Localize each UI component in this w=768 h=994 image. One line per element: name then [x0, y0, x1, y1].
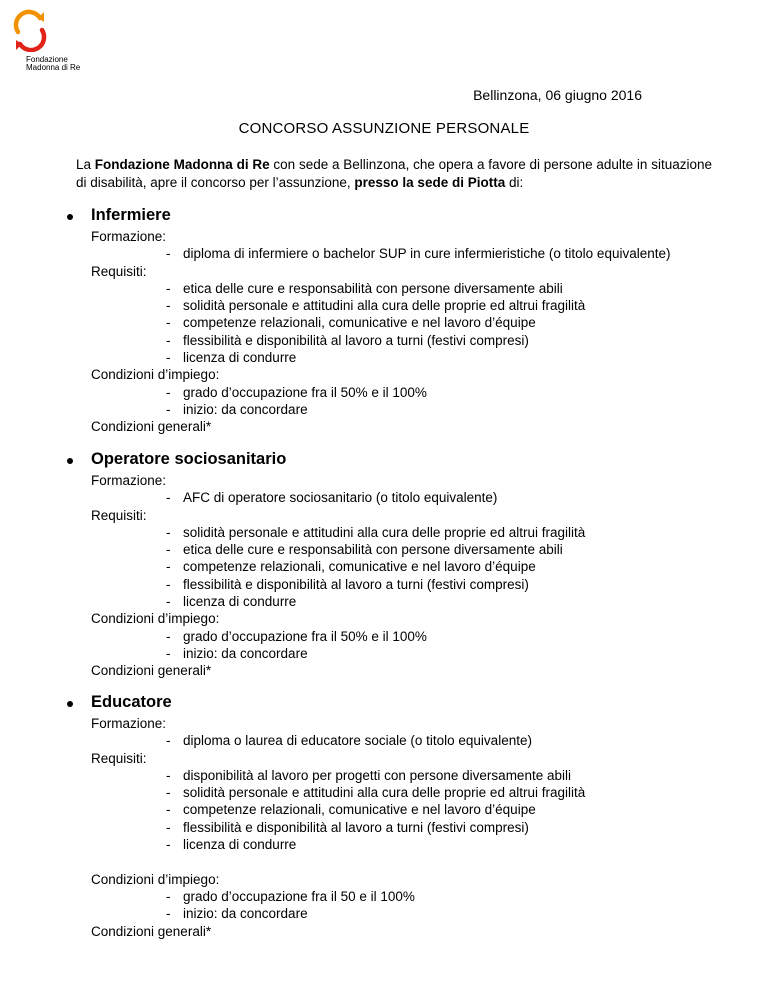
list-item	[59, 332, 739, 349]
dash: -	[166, 280, 171, 296]
condizioni-generali-label: Condizioni generali*	[91, 923, 212, 939]
list-item-text: competenze relazionali, comunicative e nel lavoro d’équipe	[183, 315, 536, 331]
requisiti-label: Requisiti:	[91, 507, 147, 523]
list-item-text: etica delle cure e responsabilità con persone diversamente abili	[183, 280, 563, 296]
condizioni-impiego-label: Condizioni d’impiego:	[91, 871, 220, 887]
dash: -	[166, 819, 171, 835]
dash: -	[166, 594, 171, 610]
list-item	[59, 784, 739, 801]
dash: -	[166, 645, 171, 661]
list-item	[59, 767, 739, 784]
dash: -	[166, 350, 171, 366]
list-item	[59, 905, 739, 922]
dash: -	[166, 628, 171, 644]
list-item-text: diploma o laurea di educatore sociale (o titolo equivalente)	[183, 733, 532, 749]
list-item	[59, 401, 739, 418]
list-item	[59, 593, 739, 610]
org-name-bold: Fondazione Madonna di Re	[94, 157, 270, 172]
condizioni-impiego-label: Condizioni d’impiego:	[91, 367, 220, 383]
position-title: Educatore	[91, 693, 172, 711]
formazione-label: Formazione:	[91, 473, 167, 488]
list-item	[59, 576, 739, 593]
dash: -	[166, 802, 171, 818]
section-header	[59, 693, 739, 715]
dash: -	[166, 246, 171, 262]
dash: -	[166, 384, 171, 400]
list-item-text: inizio: da concordare	[183, 645, 308, 661]
list-item-text: flessibilità e disponibilità al lavoro a turni (festivi compresi)	[183, 576, 529, 592]
position-section-operatore	[59, 450, 739, 680]
logo	[8, 8, 98, 70]
list-item	[59, 732, 739, 749]
dash: -	[166, 785, 171, 801]
dash: -	[166, 767, 171, 783]
list-item-text: competenze relazionali, comunicative e nel lavoro d’équipe	[183, 802, 536, 818]
list-item-text: licenza di condurre	[183, 594, 297, 610]
bullet-icon	[67, 701, 73, 707]
dash: -	[166, 733, 171, 749]
position-title: Operatore sociosanitario	[91, 450, 287, 468]
dash: -	[166, 542, 171, 558]
list-item	[59, 888, 739, 905]
intro-text: con sede a Bellinzona, che opera a favore di persone adulte in situazione di disabilità, apre il concorso per l’assunzione,	[76, 157, 712, 190]
list-item	[59, 297, 739, 314]
list-item	[59, 801, 739, 818]
section-header	[59, 206, 739, 228]
list-item	[59, 489, 739, 506]
requisiti-label: Requisiti:	[91, 750, 147, 766]
dash: -	[166, 559, 171, 575]
list-item-text: diploma di infermiere o bachelor SUP in cure infermieristiche (o titolo equivalente)	[183, 246, 671, 262]
list-item-text: grado d’occupazione fra il 50% e il 100%	[183, 384, 427, 400]
list-item	[59, 836, 739, 853]
page-title: CONCORSO ASSUNZIONE PERSONALE	[238, 120, 530, 137]
spacer	[59, 853, 739, 870]
list-item-text: flessibilità e disponibilità al lavoro a turni (festivi compresi)	[183, 332, 529, 348]
list-item	[59, 245, 739, 262]
bullet-icon	[67, 214, 73, 220]
dash: -	[166, 576, 171, 592]
dash: -	[166, 490, 171, 506]
list-item	[59, 524, 739, 541]
list-item	[59, 349, 739, 366]
intro-text: La	[76, 157, 95, 172]
logo-icon	[10, 8, 50, 52]
position-section-infermiere	[59, 206, 739, 436]
list-item	[59, 541, 739, 558]
list-item-text: solidità personale e attitudini alla cura delle proprie ed altrui fragilità	[183, 785, 586, 801]
section-header	[59, 450, 739, 472]
position-title: Infermiere	[91, 206, 171, 224]
formazione-label: Formazione:	[91, 716, 167, 731]
logo-text	[26, 56, 80, 72]
list-item-text: solidità personale e attitudini alla cura delle proprie ed altrui fragilità	[183, 524, 586, 540]
list-item-text: etica delle cure e responsabilità con persone diversamente abili	[183, 542, 563, 558]
dash: -	[166, 524, 171, 540]
dash: -	[166, 332, 171, 348]
list-item-text: inizio: da concordare	[183, 401, 308, 417]
bullet-icon	[67, 458, 73, 464]
dash: -	[166, 837, 171, 853]
list-item-text: grado d’occupazione fra il 50% e il 100%	[183, 628, 427, 644]
list-item-text: licenza di condurre	[183, 837, 297, 853]
list-item-text: AFC di operatore sociosanitario (o titolo equivalente)	[183, 490, 498, 506]
list-item	[59, 819, 739, 836]
list-item	[59, 558, 739, 575]
list-item-text: competenze relazionali, comunicative e nel lavoro d’équipe	[183, 559, 536, 575]
intro-paragraph	[76, 156, 712, 192]
condizioni-generali-label: Condizioni generali*	[91, 663, 212, 679]
list-item	[59, 384, 739, 401]
list-item-text: inizio: da concordare	[183, 906, 308, 922]
dash: -	[166, 401, 171, 417]
list-item-text: licenza di condurre	[183, 350, 297, 366]
dash: -	[166, 888, 171, 904]
requisiti-label: Requisiti:	[91, 263, 147, 279]
list-item	[59, 645, 739, 662]
intro-text: di:	[505, 175, 524, 190]
org-name-line2: Madonna di Re	[26, 63, 81, 72]
list-item-text: disponibilità al lavoro per progetti con persone diversamente abili	[183, 767, 571, 783]
org-name-line1: Fondazione	[26, 55, 68, 64]
formazione-label: Formazione:	[91, 229, 167, 244]
position-section-educatore	[59, 693, 739, 940]
list-item-text: grado d’occupazione fra il 50 e il 100%	[183, 888, 415, 904]
document-date: Bellinzona, 06 giugno 2016	[473, 87, 642, 103]
list-item	[59, 314, 739, 331]
dash: -	[166, 298, 171, 314]
list-item	[59, 628, 739, 645]
list-item-text: flessibilità e disponibilità al lavoro a turni (festivi compresi)	[183, 819, 529, 835]
dash: -	[166, 906, 171, 922]
list-item-text: solidità personale e attitudini alla cura delle proprie ed altrui fragilità	[183, 298, 586, 314]
condizioni-impiego-label: Condizioni d’impiego:	[91, 611, 220, 627]
dash: -	[166, 315, 171, 331]
location-bold: presso la sede di Piotta	[354, 175, 506, 190]
condizioni-generali-label: Condizioni generali*	[91, 419, 212, 435]
list-item	[59, 280, 739, 297]
